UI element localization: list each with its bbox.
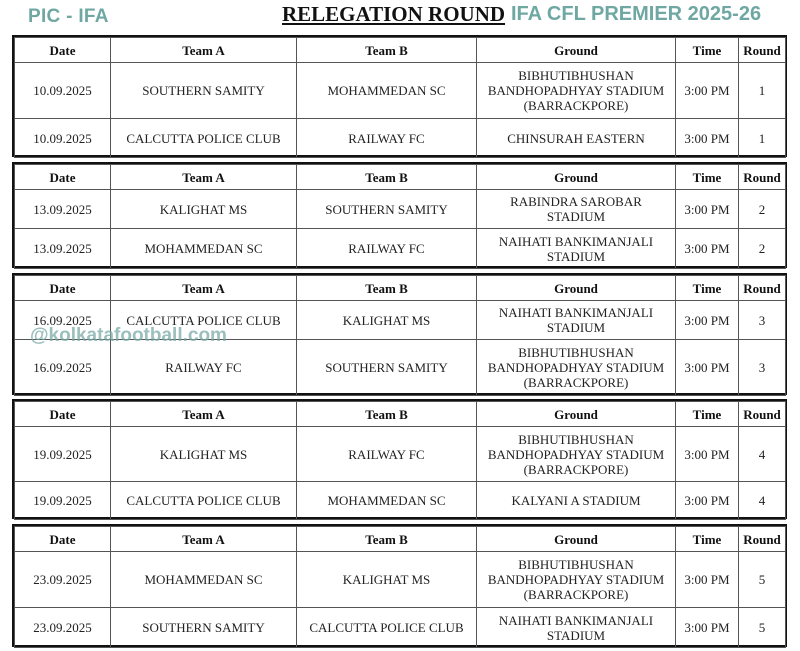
- ground-line: STADIUM: [546, 627, 606, 643]
- ground-line: NAIHATI BANKIMANJALI: [498, 612, 654, 628]
- round-cell: 2: [739, 229, 786, 269]
- ground-line: BIBHUTIBHUSHAN: [518, 557, 634, 572]
- table-header-row: [15, 402, 786, 427]
- column-header-time: Time: [676, 402, 739, 427]
- date-cell: 23.09.2025: [15, 552, 111, 608]
- column-header-round: Round: [739, 402, 786, 427]
- round-block-2: [12, 162, 787, 268]
- time-cell: 3:00 PM: [676, 190, 739, 229]
- column-header-time: Time: [676, 38, 739, 63]
- column-header-ground: Ground: [477, 38, 676, 63]
- team-a-cell: KALIGHAT MS: [111, 190, 297, 229]
- ground-line: STADIUM: [546, 209, 606, 224]
- round-cell: 3: [739, 340, 786, 396]
- round-cell: 2: [739, 190, 786, 229]
- round-cell: 4: [739, 427, 786, 482]
- date-cell: 19.09.2025: [15, 427, 111, 482]
- fixtures-table: [14, 401, 786, 520]
- ground-line: NAIHATI BANKIMANJALI: [498, 233, 654, 249]
- column-header-ground: Ground: [477, 527, 676, 552]
- column-header-date: Date: [15, 165, 111, 190]
- round-cell: 1: [739, 119, 786, 158]
- round-cell: 4: [739, 482, 786, 520]
- column-header-team-b: Team B: [297, 38, 477, 63]
- date-cell: 16.09.2025: [15, 301, 111, 340]
- table-row: [15, 190, 786, 229]
- fixtures-table: [14, 37, 786, 158]
- date-cell: 19.09.2025: [15, 482, 111, 520]
- column-header-date: Date: [15, 402, 111, 427]
- ground-cell: [477, 229, 676, 269]
- time-cell: 3:00 PM: [676, 552, 739, 608]
- column-header-team-a: Team A: [111, 165, 297, 190]
- team-b-cell: SOUTHERN SAMITY: [297, 340, 477, 396]
- team-b-cell: RAILWAY FC: [297, 229, 477, 269]
- round-cell: 3: [739, 301, 786, 340]
- column-header-round: Round: [739, 276, 786, 301]
- column-header-team-b: Team B: [297, 402, 477, 427]
- column-header-team-a: Team A: [111, 527, 297, 552]
- table-header-row: [15, 165, 786, 190]
- ground-cell: [477, 119, 676, 158]
- team-a-cell: CALCUTTA POLICE CLUB: [111, 301, 297, 340]
- ground-line: BANDHOPADHYAY STADIUM: [487, 360, 665, 375]
- column-header-team-b: Team B: [297, 165, 477, 190]
- team-b-cell: SOUTHERN SAMITY: [297, 190, 477, 229]
- round-block-5: [12, 524, 787, 647]
- ground-line: (BARRACKPORE): [523, 587, 629, 602]
- ground-line: BANDHOPADHYAY STADIUM: [487, 446, 665, 462]
- team-a-cell: MOHAMMEDAN SC: [111, 552, 297, 608]
- table-header-row: [15, 38, 786, 63]
- date-cell: 16.09.2025: [15, 340, 111, 396]
- team-a-cell: SOUTHERN SAMITY: [111, 63, 297, 119]
- watermark: @kolkatafootball.com: [30, 325, 227, 346]
- team-a-cell: MOHAMMEDAN SC: [111, 229, 297, 269]
- team-a-cell: SOUTHERN SAMITY: [111, 608, 297, 648]
- ground-line: (BARRACKPORE): [523, 461, 629, 477]
- table-row: [15, 552, 786, 608]
- date-cell: 23.09.2025: [15, 608, 111, 648]
- fixtures-table: [14, 526, 786, 648]
- time-cell: 3:00 PM: [676, 229, 739, 269]
- column-header-date: Date: [15, 38, 111, 63]
- column-header-ground: Ground: [477, 402, 676, 427]
- team-a-cell: CALCUTTA POLICE CLUB: [111, 119, 297, 158]
- ground-line: STADIUM: [546, 248, 606, 264]
- date-cell: 13.09.2025: [15, 229, 111, 269]
- date-cell: 13.09.2025: [15, 190, 111, 229]
- ground-cell: [477, 63, 676, 119]
- team-a-cell: CALCUTTA POLICE CLUB: [111, 482, 297, 520]
- column-header-time: Time: [676, 527, 739, 552]
- team-b-cell: CALCUTTA POLICE CLUB: [297, 608, 477, 648]
- team-b-cell: KALIGHAT MS: [297, 552, 477, 608]
- column-header-date: Date: [15, 527, 111, 552]
- ground-line: RABINDRA SAROBAR: [510, 194, 642, 209]
- ground-line: CHINSURAH EASTERN: [507, 130, 645, 146]
- team-b-cell: MOHAMMEDAN SC: [297, 482, 477, 520]
- table-row: [15, 119, 786, 158]
- column-header-date: Date: [15, 276, 111, 301]
- column-header-time: Time: [676, 276, 739, 301]
- team-a-cell: RAILWAY FC: [111, 340, 297, 396]
- ground-line: BIBHUTIBHUSHAN: [518, 345, 634, 360]
- table-row: [15, 340, 786, 396]
- ground-line: BIBHUTIBHUSHAN: [518, 431, 634, 447]
- round-block-1: [12, 35, 787, 157]
- ground-line: (BARRACKPORE): [523, 375, 629, 390]
- ground-cell: [477, 608, 676, 648]
- ground-line: KALYANI A STADIUM: [511, 493, 641, 508]
- ground-line: BANDHOPADHYAY STADIUM: [487, 572, 665, 587]
- table-row: [15, 427, 786, 482]
- table-row: [15, 608, 786, 648]
- table-row: [15, 229, 786, 269]
- ground-cell: [477, 190, 676, 229]
- fixtures-table: [14, 164, 786, 269]
- time-cell: 3:00 PM: [676, 427, 739, 482]
- time-cell: 3:00 PM: [676, 482, 739, 520]
- ground-line: BIBHUTIBHUSHAN: [518, 68, 634, 83]
- team-a-cell: KALIGHAT MS: [111, 427, 297, 482]
- page-title: RELEGATION ROUND: [282, 2, 506, 26]
- column-header-team-b: Team B: [297, 276, 477, 301]
- column-header-ground: Ground: [477, 276, 676, 301]
- team-b-cell: RAILWAY FC: [297, 427, 477, 482]
- team-b-cell: KALIGHAT MS: [297, 301, 477, 340]
- team-b-cell: RAILWAY FC: [297, 119, 477, 158]
- date-cell: 10.09.2025: [15, 63, 111, 119]
- ground-cell: [477, 301, 676, 340]
- ground-line: BANDHOPADHYAY STADIUM: [487, 83, 665, 98]
- table-header-row: [15, 527, 786, 552]
- time-cell: 3:00 PM: [676, 63, 739, 119]
- column-header-ground: Ground: [477, 165, 676, 190]
- ground-cell: [477, 482, 676, 520]
- round-cell: 5: [739, 608, 786, 648]
- column-header-time: Time: [676, 165, 739, 190]
- page-subtitle: IFA CFL PREMIER 2025-26: [511, 3, 762, 25]
- column-header-round: Round: [739, 38, 786, 63]
- time-cell: 3:00 PM: [676, 340, 739, 396]
- time-cell: 3:00 PM: [676, 301, 739, 340]
- column-header-round: Round: [739, 527, 786, 552]
- date-cell: 10.09.2025: [15, 119, 111, 158]
- time-cell: 3:00 PM: [676, 608, 739, 648]
- team-b-cell: MOHAMMEDAN SC: [297, 63, 477, 119]
- ground-line: STADIUM: [546, 320, 606, 335]
- table-row: [15, 63, 786, 119]
- table-row: [15, 482, 786, 520]
- ground-cell: [477, 427, 676, 482]
- photo-credit: PIC - IFA: [28, 6, 109, 27]
- column-header-team-a: Team A: [111, 38, 297, 63]
- round-cell: 5: [739, 552, 786, 608]
- round-cell: 1: [739, 63, 786, 119]
- time-cell: 3:00 PM: [676, 119, 739, 158]
- column-header-round: Round: [739, 165, 786, 190]
- ground-line: (BARRACKPORE): [523, 98, 629, 113]
- ground-cell: [477, 340, 676, 396]
- table-header-row: [15, 276, 786, 301]
- column-header-team-a: Team A: [111, 276, 297, 301]
- column-header-team-a: Team A: [111, 402, 297, 427]
- ground-line: NAIHATI BANKIMANJALI: [498, 305, 654, 320]
- round-block-4: [12, 399, 787, 519]
- column-header-team-b: Team B: [297, 527, 477, 552]
- ground-cell: [477, 552, 676, 608]
